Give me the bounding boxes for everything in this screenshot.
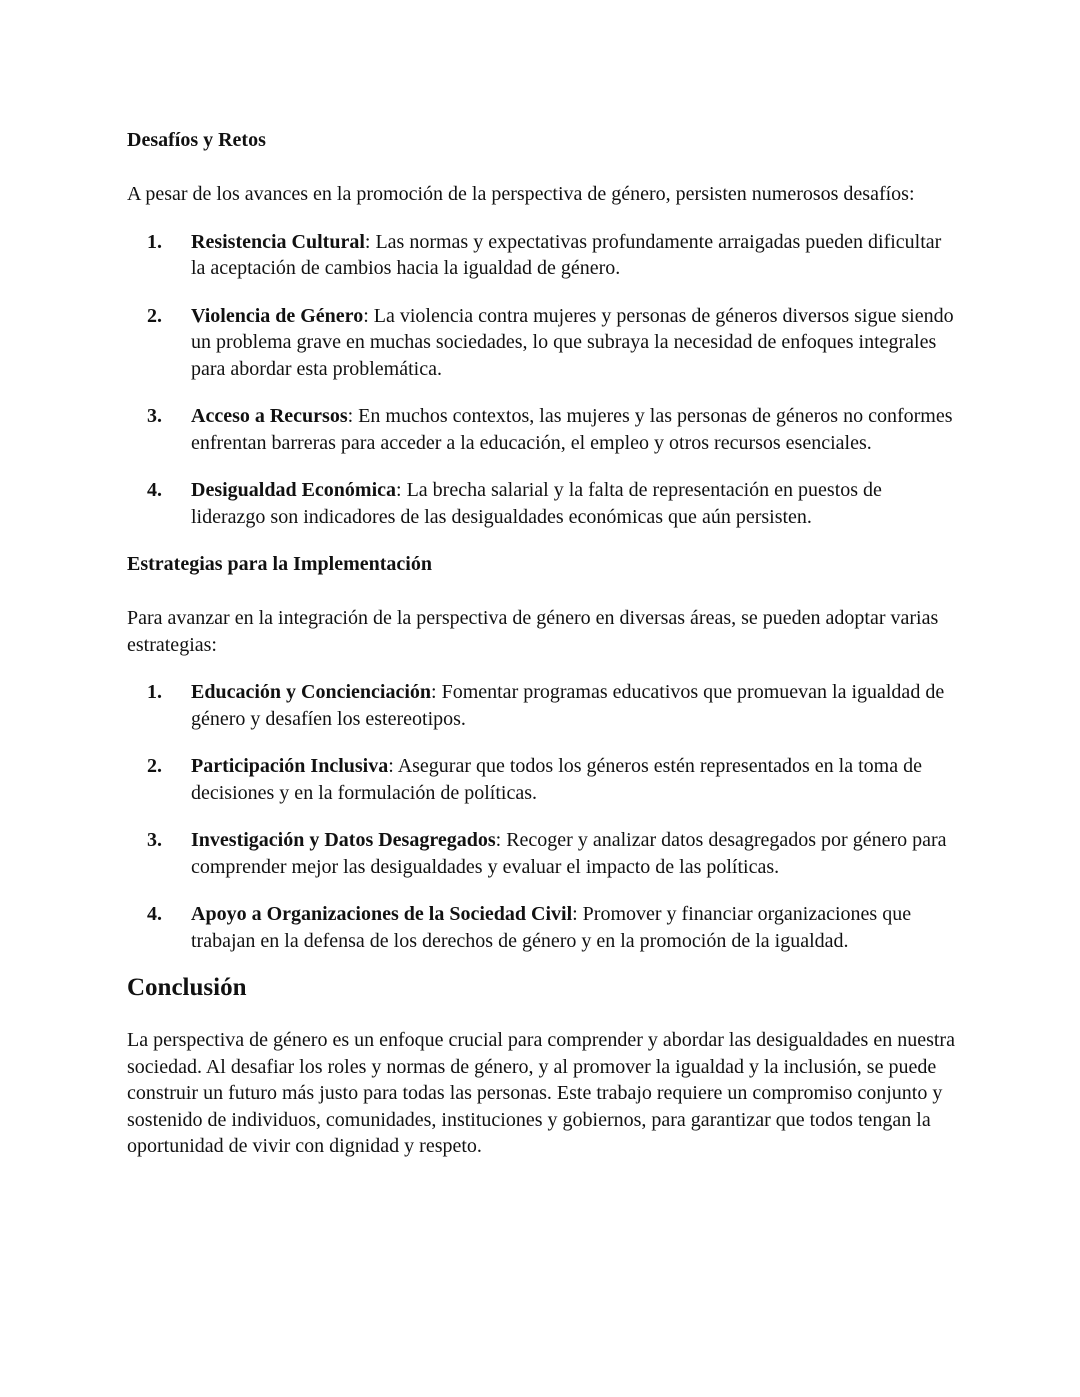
list-term: Desigualdad Económica xyxy=(191,479,397,501)
strategies-list xyxy=(127,679,957,954)
section-intro-desafios: A pesar de los avances en la promoción de la perspectiva de género, persisten numerosos desafíos: xyxy=(127,183,915,205)
list-number: 4. xyxy=(147,903,162,925)
section-intro-estrategias: Para avanzar en la integración de la perspectiva de género en diversas áreas, se pueden adoptar varias estrategias: xyxy=(127,607,939,656)
list-term: Participación Inclusiva xyxy=(191,755,389,777)
document-body xyxy=(127,126,957,1160)
list-term: Investigación y Datos Desagregados xyxy=(191,829,496,851)
list-number: 4. xyxy=(147,479,162,501)
list-number: 2. xyxy=(147,755,162,777)
list-item xyxy=(127,303,957,383)
list-text: : Recoger y analizar datos desagregados por género para comprender mejor las desigualdades y evaluar el impacto de las políticas. xyxy=(191,829,947,878)
list-number: 1. xyxy=(147,230,162,253)
list-term: Violencia de Género xyxy=(191,304,364,327)
list-number: 3. xyxy=(147,829,162,851)
list-item xyxy=(127,753,957,806)
list-text: : Promover y financiar organizaciones que trabajan en la defensa de los derechos de género y en la promoción de la igualdad. xyxy=(191,903,912,952)
list-text: : La violencia contra mujeres y personas de géneros diversos sigue siendo un problema grave en muchas sociedades, lo que subraya la necesidad de enfoques integrales para abordar esta problemática. xyxy=(191,304,954,380)
list-item xyxy=(127,403,957,456)
conclusion-heading: Conclusión xyxy=(127,974,247,1001)
list-text: : En muchos contextos, las mujeres y las personas de géneros no conformes enfrentan barreras para acceder a la educación, el empleo y otros recursos esenciales. xyxy=(191,405,953,454)
list-text: : La brecha salarial y la falta de representación en puestos de liderazgo son indicadores de las desigualdades económicas que aún persisten. xyxy=(191,479,882,528)
section-heading-desafios: Desafíos y Retos xyxy=(127,129,266,151)
section-heading-estrategias: Estrategias para la Implementación xyxy=(127,553,432,575)
list-term: Resistencia Cultural xyxy=(191,230,365,253)
list-item xyxy=(127,679,957,732)
list-item xyxy=(127,901,957,954)
challenges-list xyxy=(127,229,957,531)
list-item xyxy=(127,477,957,530)
list-term: Apoyo a Organizaciones de la Sociedad Civil xyxy=(191,903,573,925)
list-text: : Fomentar programas educativos que promuevan la igualdad de género y desafíen los estereotipos. xyxy=(191,681,945,730)
list-text: : Asegurar que todos los géneros estén representados en la toma de decisiones y en la formulación de políticas. xyxy=(191,755,922,804)
list-item xyxy=(127,229,957,282)
list-item xyxy=(127,827,957,880)
list-number: 1. xyxy=(147,681,162,703)
list-term: Educación y Concienciación xyxy=(191,681,432,703)
list-number: 2. xyxy=(147,304,162,327)
list-number: 3. xyxy=(147,405,162,427)
list-text: : Las normas y expectativas profundamente arraigadas pueden dificultar la aceptación de cambios hacia la igualdad de género. xyxy=(191,230,942,279)
conclusion-text: La perspectiva de género es un enfoque crucial para comprender y abordar las desigualdades en nuestra sociedad. Al desafiar los roles y normas de género, y al promover la igualdad y la inclusión, se puede construir un futuro más justo para todas las personas. Este trabajo requiere un compromiso conjunto y sostenido de individuos, comunidades, instituciones y gobiernos, para garantizar que todos tengan la oportunidad de vivir con dignidad y respeto. xyxy=(127,1029,955,1157)
list-term: Acceso a Recursos xyxy=(191,405,348,427)
